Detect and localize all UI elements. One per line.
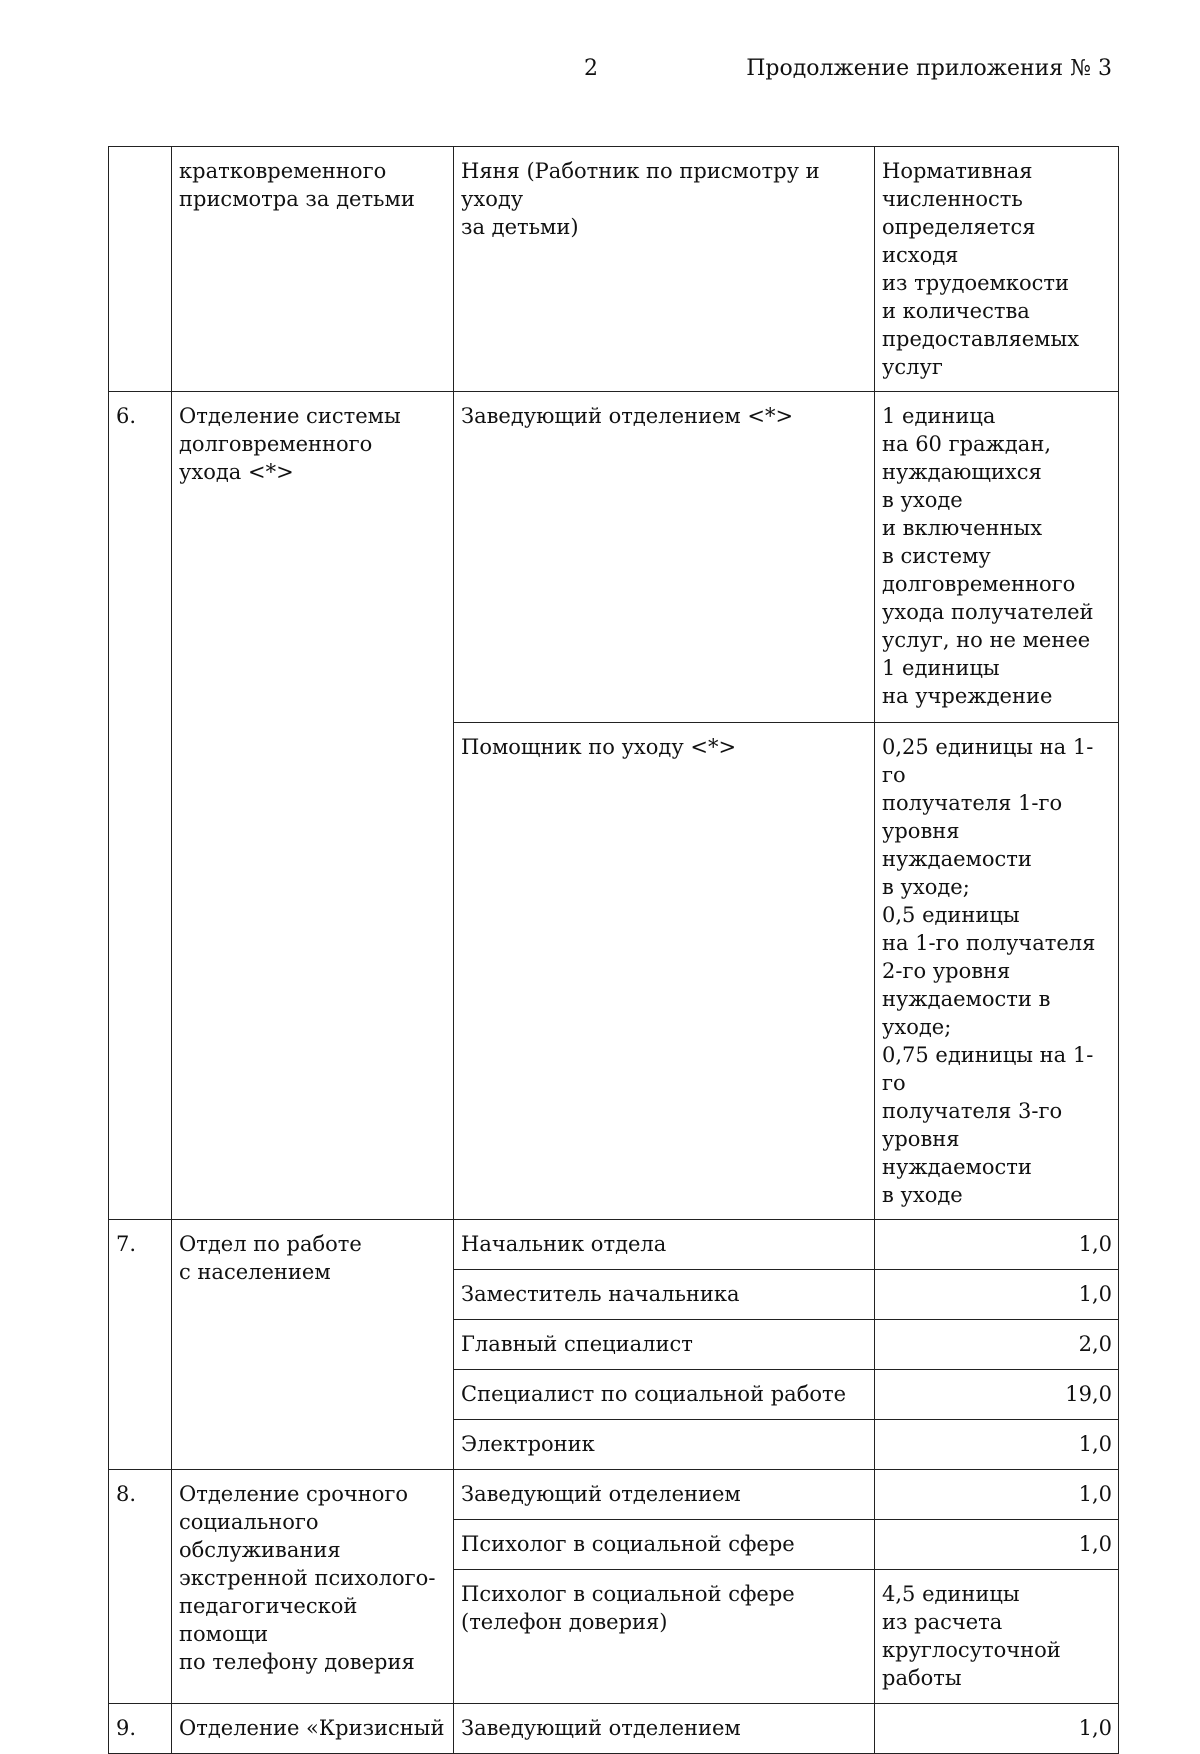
norm-cell: 1,0 — [875, 1704, 1119, 1754]
norm-cell: 1,0 — [875, 1520, 1119, 1570]
norm-cell: 4,5 единицы из расчета круглосуточной работы — [875, 1570, 1119, 1704]
row-number-cell — [109, 147, 172, 392]
table-row — [109, 1220, 1119, 1270]
norm-cell: 1,0 — [875, 1470, 1119, 1520]
table-row — [109, 147, 1119, 392]
row-number-cell: 8. — [109, 1470, 172, 1704]
norm-cell: 0,25 единицы на 1-го получателя 1-го уровня нуждаемости в уходе; 0,5 единицы на 1-го получателя 2-го уровня нуждаемости в уходе; 0,75 единицы на 1-го получателя 3-го уровня нуждаемости в уходе — [875, 723, 1119, 1220]
position-cell: Главный специалист — [454, 1320, 875, 1370]
position-cell: Заведующий отделением <*> — [454, 392, 875, 723]
position-cell: Заместитель начальника — [454, 1270, 875, 1320]
position-cell: Начальник отдела — [454, 1220, 875, 1270]
table-row — [109, 1470, 1119, 1520]
position-cell: Помощник по уходу <*> — [454, 723, 875, 1220]
table-row — [109, 392, 1119, 723]
norm-cell: 19,0 — [875, 1370, 1119, 1420]
division-cell: Отдел по работе с населением — [172, 1220, 454, 1470]
row-number-cell: 9. — [109, 1704, 172, 1754]
division-cell: Отделение системы долговременного ухода <*> — [172, 392, 454, 1220]
norm-cell: 1,0 — [875, 1220, 1119, 1270]
position-cell: Психолог в социальной сфере (телефон доверия) — [454, 1570, 875, 1704]
division-cell: Отделение срочного социального обслуживания экстренной психолого- педагогической помощи по телефону доверия — [172, 1470, 454, 1704]
staffing-table — [108, 146, 1119, 1754]
page-number: 2 — [584, 56, 598, 81]
position-cell: Специалист по социальной работе — [454, 1370, 875, 1420]
position-cell: Психолог в социальной сфере — [454, 1520, 875, 1570]
norm-cell: 1,0 — [875, 1270, 1119, 1320]
position-cell: Заведующий отделением — [454, 1704, 875, 1754]
norm-cell: 2,0 — [875, 1320, 1119, 1370]
division-cell: Отделение «Кризисный — [172, 1704, 454, 1754]
appendix-continuation-label: Продолжение приложения № 3 — [746, 56, 1112, 81]
table-row — [109, 1704, 1119, 1754]
row-number-cell: 7. — [109, 1220, 172, 1470]
norm-cell: Нормативная численность определяется исходя из трудоемкости и количества предоставляемых услуг — [875, 147, 1119, 392]
position-cell: Заведующий отделением — [454, 1470, 875, 1520]
division-cell: кратковременного присмотра за детьми — [172, 147, 454, 392]
position-cell: Электроник — [454, 1420, 875, 1470]
row-number-cell: 6. — [109, 392, 172, 1220]
position-cell: Няня (Работник по присмотру и уходу за детьми) — [454, 147, 875, 392]
norm-cell: 1 единица на 60 граждан, нуждающихся в уходе и включенных в систему долговременного ухода получателей услуг, но не менее 1 единицы на учреждение — [875, 392, 1119, 723]
norm-cell: 1,0 — [875, 1420, 1119, 1470]
